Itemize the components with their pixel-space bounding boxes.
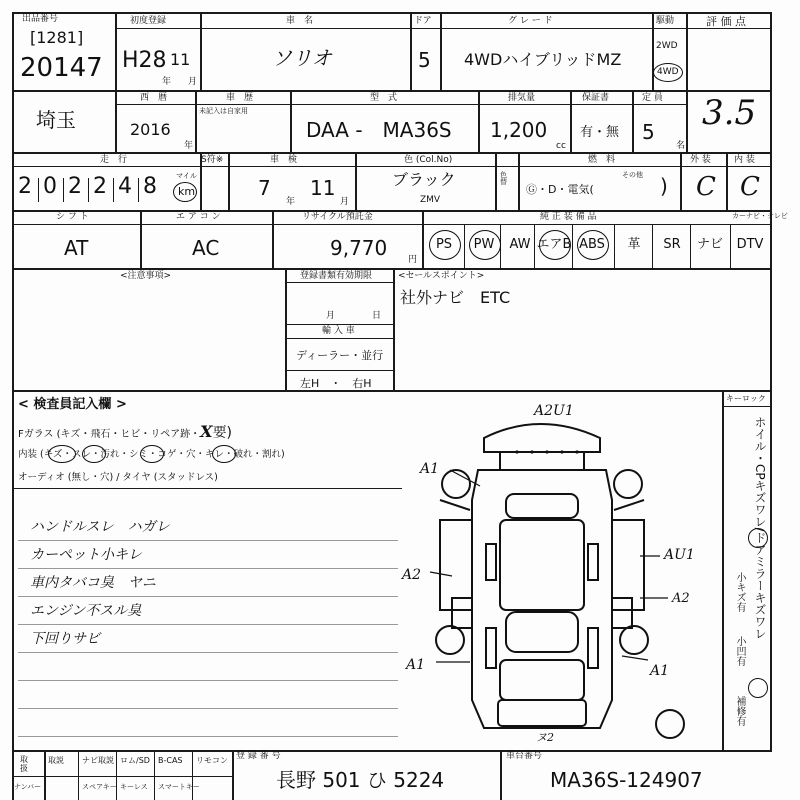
model-label: 型 式 <box>370 93 398 103</box>
equipment-item: SR <box>663 237 681 252</box>
recycle-label: リサイクル預託金 <box>302 212 373 222</box>
exterior-value: C <box>696 172 716 202</box>
equipment-circle <box>469 230 501 260</box>
ac-value: AC <box>192 236 220 260</box>
inspection-month: 11 <box>310 176 336 200</box>
color-code: ZMV <box>420 195 441 205</box>
diagram-mark-left-front: A1 <box>406 657 426 673</box>
inspection-year-unit: 年 <box>286 197 296 207</box>
mileage-separator <box>113 178 114 202</box>
interior-label: 内 装 <box>734 155 755 165</box>
diagram-mark-left-door: A2 <box>402 567 422 583</box>
mileage-separator <box>88 178 89 202</box>
cc-unit: cc <box>556 141 566 151</box>
exterior-label: 外 装 <box>690 155 711 165</box>
inspector-note: ハンドルスレ ハガレ <box>30 519 170 535</box>
car-name: ソリオ <box>272 46 332 70</box>
ac-label: エ ア コ ン <box>176 212 221 222</box>
lane-number: [1281] <box>30 28 84 47</box>
history-note: 未記入は自家用 <box>199 107 248 115</box>
accessory-item: B-CAS <box>158 756 183 765</box>
equipment-circle <box>577 230 609 260</box>
accessory-item: リモコン <box>196 756 228 765</box>
mileage-digit: 2 <box>93 174 107 199</box>
note-rule <box>18 596 398 597</box>
warranty-label: 保証書 <box>582 93 610 103</box>
side-note-circle <box>748 678 768 698</box>
shift-value: AT <box>64 236 89 260</box>
sales-point-value: 社外ナビ ETC <box>400 288 511 307</box>
equip-extra-label: カーナビ・テレビ <box>732 212 788 220</box>
accessory-item: キーレス <box>120 783 148 791</box>
reg-deadline-label: 登録書類有効期限 <box>300 271 373 281</box>
fuel-other: その他 <box>622 171 643 179</box>
plate-label: 登 録 番 号 <box>236 751 281 761</box>
first-reg-label: 初度登録 <box>130 16 167 26</box>
mileage-label: 走 行 <box>100 155 128 165</box>
equipment-item: ナビ <box>696 237 723 252</box>
side-note-circle <box>748 528 768 548</box>
diagram-mark-rear: A2U1 <box>534 403 574 419</box>
equipment-circle <box>539 230 571 260</box>
equipment-item: PW <box>473 237 495 252</box>
side-note: ホイル・CPキズワレ/ドアミラーキズワレ <box>753 416 767 640</box>
fuel-close-paren: ) <box>660 174 668 198</box>
inspector-note: カーペット小キレ <box>30 547 142 563</box>
inspector-note: 下回りサビ <box>30 631 100 647</box>
reg-day-unit: 日 <box>372 311 382 321</box>
mileage-digit: 8 <box>143 174 157 199</box>
first-reg-era: H28 <box>122 48 167 73</box>
side-note-3: 小凹有 <box>734 636 745 666</box>
equipment-item: DTV <box>736 237 764 252</box>
accessory-item: ナビ取説 <box>82 756 114 765</box>
doors-label: ドア <box>414 16 432 26</box>
venue-label: 出品番号 <box>22 14 59 24</box>
note-rule <box>18 568 398 569</box>
year-label: 西 暦 <box>140 93 168 103</box>
note-rule <box>18 736 398 737</box>
doors-value: 5 <box>418 48 431 72</box>
drive-4wd: 4WD <box>657 67 679 77</box>
history-label: 車 歴 <box>226 93 254 103</box>
interior-check-line: 内装 (キズ・スレ・汚れ・シミ・コゲ・穴・キレ・破れ・割れ) <box>18 449 285 460</box>
car-name-label: 車 名 <box>286 16 314 26</box>
mileage-mile: マイル <box>176 172 197 180</box>
mileage-digit: 2 <box>18 174 32 199</box>
glass-mark: X <box>200 422 213 441</box>
diagram-mark-right-rear: A2 <box>672 591 690 606</box>
grade-value: 4WDハイブリッドMZ <box>464 50 622 69</box>
grade-label: グ レ ー ド <box>508 16 553 26</box>
first-reg-month-unit: 月 <box>188 77 198 87</box>
caution-label: <注意事項> <box>120 271 172 281</box>
equipment-item: 革 <box>627 237 641 252</box>
handling-label: 取扱 <box>20 755 28 773</box>
inspection-year: 7 <box>258 176 271 200</box>
chassis-label: 車台番号 <box>506 751 543 761</box>
drive-label: 駆動 <box>656 16 675 26</box>
side-note-4: 補修有 <box>734 696 745 726</box>
equipment-item: AW <box>509 237 531 252</box>
warranty-value: 有・無 <box>580 125 620 140</box>
steering-side: 左H ・ 右H <box>300 377 372 390</box>
inspection-month-unit: 月 <box>340 197 350 207</box>
s-label: S符※ <box>201 155 224 165</box>
recycle-unit: 円 <box>408 255 418 265</box>
mileage-km: km <box>178 185 196 198</box>
capacity-value: 5 <box>642 120 655 144</box>
inspection-label: 車 検 <box>270 155 298 165</box>
mileage-digit: 4 <box>118 174 132 199</box>
keylock-label: キーロック <box>726 394 766 403</box>
equipment-item: エアB <box>536 237 572 252</box>
dealer-parallel: ディーラー・並行 <box>296 349 384 362</box>
year-value: 2016 <box>130 120 171 139</box>
note-rule <box>18 708 398 709</box>
audio-tire-line: オーディオ (無し・穴) / タイヤ (スタッドレス) <box>18 472 218 483</box>
import-label: 輸 入 車 <box>322 326 355 336</box>
note-rule <box>18 540 398 541</box>
color-value: ブラック <box>392 170 456 189</box>
accessory-item: スマートキー <box>158 783 200 791</box>
shift-label: シ フ ト <box>56 212 89 222</box>
glass-text: Fガラス (キズ・飛石・ヒビ・リペア跡・ <box>18 429 201 440</box>
lot-number: 20147 <box>20 53 103 83</box>
accessory-item: スペアキー <box>82 783 117 791</box>
capacity-label: 定 員 <box>642 93 663 103</box>
equipment-item: PS <box>435 237 453 252</box>
accessory-item: 取説 <box>48 756 64 765</box>
recycle-value: 9,770 <box>330 236 388 260</box>
model-value: DAA - MA36S <box>306 118 452 142</box>
first-reg-year-unit: 年 <box>162 77 172 87</box>
mileage-separator <box>38 178 39 202</box>
equipment-item: ABS <box>579 237 605 252</box>
accessory-item: ロム/SD <box>120 756 150 765</box>
mileage-separator <box>138 178 139 202</box>
fuel-value: Ⓖ・D・電気( <box>526 183 594 196</box>
note-rule <box>18 624 398 625</box>
chassis-value: MA36S-124907 <box>550 768 703 792</box>
inspector-note: 車内タバコ臭 ヤニ <box>30 575 156 591</box>
equip-label: 純 正 装 備 品 <box>540 212 597 222</box>
diagram-mark-right-door: AU1 <box>664 547 695 563</box>
glass-tail: 要) <box>212 425 233 441</box>
capacity-unit: 名 <box>676 141 686 151</box>
drive-2wd: 2WD <box>656 41 678 51</box>
equipment-circle <box>429 230 461 260</box>
score-label: 評 価 点 <box>706 15 746 28</box>
color-change-label: 色替 <box>500 171 507 186</box>
year-unit: 年 <box>184 141 194 151</box>
cc-label: 排気量 <box>508 93 536 103</box>
fuel-label: 燃 料 <box>588 155 616 165</box>
note-rule <box>18 680 398 681</box>
first-reg-month: 11 <box>170 50 191 69</box>
note-rule <box>18 652 398 653</box>
diagram-mark-right-front: A1 <box>650 663 670 679</box>
number-label: ナンバー <box>14 783 42 791</box>
region-value: 埼玉 <box>36 108 76 132</box>
score-value: 3.5 <box>702 93 757 133</box>
mileage-digit: 2 <box>68 174 82 199</box>
cc-value: 1,200 <box>490 118 548 142</box>
inspector-note: エンジン不スル臭 <box>30 603 142 619</box>
diagram-mark-rear-left: A1 <box>420 461 440 477</box>
sales-point-label: <セールスポイント> <box>398 271 485 281</box>
mileage-digit: 0 <box>43 174 57 199</box>
diagram-mark-bottom: ヌ2 <box>536 731 554 744</box>
side-note-2: 小キズ有 <box>734 572 745 612</box>
inspector-title: < 検査員記入欄 > <box>18 397 127 412</box>
interior-value: C <box>740 172 760 202</box>
color-label: 色 (Col.No) <box>404 155 453 165</box>
plate-value: 長野 501 ひ 5224 <box>276 768 445 792</box>
mileage-separator <box>63 178 64 202</box>
reg-month-unit: 月 <box>326 311 336 321</box>
